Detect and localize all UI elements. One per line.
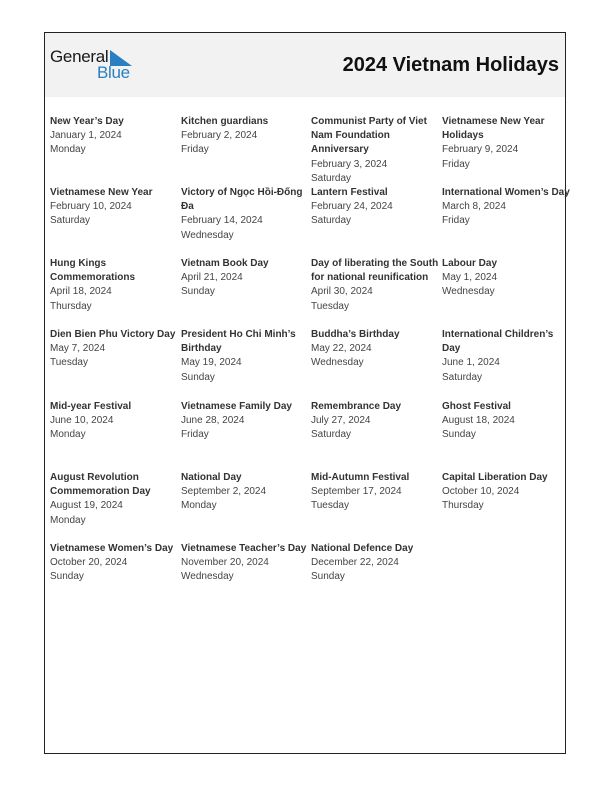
holiday-item [311,400,439,443]
holiday-item [181,115,309,158]
holiday-date: August 19, 2024 [50,500,123,512]
holiday-date: June 28, 2024 [181,415,245,427]
holiday-date: May 7, 2024 [50,343,106,355]
holiday-date: February 9, 2024 [442,144,519,156]
holiday-date: June 1, 2024 [442,357,500,369]
holiday-weekday: Saturday [50,215,91,227]
holiday-name: Labour Day [442,258,498,269]
holiday-item [442,400,570,443]
holiday-date: April 21, 2024 [181,272,243,284]
holiday-weekday: Sunday [50,571,84,583]
holiday-date: September 17, 2024 [311,486,402,498]
holiday-item [442,257,570,300]
holiday-weekday: Saturday [311,172,352,184]
holiday-weekday: Friday [442,158,470,170]
holiday-name: Buddha’s Birthday [311,329,400,340]
holiday-weekday: Monday [181,500,217,512]
holiday-item [311,471,439,514]
holiday-item [311,257,439,314]
holiday-name: Victory of Ngọc Hồi-Đống Đa [181,187,303,213]
holiday-name: New Year’s Day [50,116,124,127]
holiday-weekday: Wednesday [311,357,364,369]
holiday-item [50,115,178,158]
logo-text-general: General [50,47,109,66]
holiday-item [442,115,570,172]
holiday-date: May 19, 2024 [181,357,242,369]
holiday-name: Remembrance Day [311,401,402,412]
holiday-weekday: Friday [442,215,470,227]
holiday-date: February 24, 2024 [311,201,393,213]
holiday-date: July 27, 2024 [311,415,371,427]
holiday-date: February 2, 2024 [181,130,258,142]
holiday-name: Mid-year Festival [50,401,132,412]
holiday-name: Vietnamese Women’s Day [50,543,174,554]
holiday-name: Dien Bien Phu Victory Day [50,329,176,340]
holiday-name: August Revolution Commemoration Day [50,472,151,498]
holiday-weekday: Tuesday [50,357,88,369]
holiday-date: June 10, 2024 [50,415,114,427]
generalblue-logo [50,47,140,83]
holiday-item [442,186,570,229]
holiday-weekday: Wednesday [181,229,234,241]
holiday-date: May 1, 2024 [442,272,498,284]
holiday-name: Day of liberating the South for national reunification [311,258,439,284]
holiday-weekday: Tuesday [311,300,349,312]
holiday-weekday: Monday [50,514,86,526]
holiday-name: Kitchen guardians [181,116,269,127]
holiday-date: February 3, 2024 [311,158,388,170]
holiday-item [311,115,439,186]
holiday-name: International Children’s Day [442,329,554,355]
holiday-item [50,400,178,443]
holiday-item [50,471,178,528]
holiday-weekday: Tuesday [311,500,349,512]
holiday-weekday: Monday [50,144,86,156]
holiday-weekday: Thursday [442,500,484,512]
holiday-item [311,328,439,371]
holiday-weekday: Saturday [442,371,483,383]
holiday-date: February 14, 2024 [181,215,263,227]
holiday-name: Lantern Festival [311,187,388,198]
holiday-date: March 8, 2024 [442,201,506,213]
holiday-name: Vietnamese Teacher’s Day [181,543,307,554]
holiday-date: May 22, 2024 [311,343,372,355]
logo-text-blue: Blue [97,63,130,82]
holiday-name: Communist Party of Viet Nam Foundation Anniversary [311,116,427,156]
holiday-item [50,257,178,314]
holiday-item [181,257,309,300]
holiday-name: President Ho Chi Minh’s Birthday [181,329,296,355]
holiday-date: April 30, 2024 [311,286,373,298]
holiday-item [442,471,570,514]
holiday-name: Hung Kings Commemorations [50,258,136,284]
holiday-weekday: Wednesday [442,286,495,298]
holiday-item [311,542,439,585]
holiday-item [50,186,178,229]
holiday-weekday: Sunday [181,371,215,383]
holiday-weekday: Wednesday [181,571,234,583]
holiday-item [181,471,309,514]
holiday-weekday: Friday [181,144,209,156]
page-header [45,33,565,97]
holiday-weekday: Sunday [442,429,476,441]
calendar-page [44,32,570,754]
holiday-date: January 1, 2024 [50,130,122,142]
holiday-date: February 10, 2024 [50,201,132,213]
page-title: 2024 Vietnam Holidays [342,54,559,76]
holiday-name: International Women’s Day [442,187,570,198]
holiday-item [50,542,178,585]
holiday-name: Vietnam Book Day [181,258,269,269]
holiday-name: National Defence Day [311,543,414,554]
holiday-name: National Day [181,472,242,483]
holiday-weekday: Saturday [311,215,352,227]
holiday-weekday: Thursday [50,300,92,312]
holiday-name: Vietnamese New Year Holidays [442,116,545,142]
holiday-weekday: Sunday [181,286,215,298]
holiday-name: Vietnamese New Year [50,187,153,198]
holiday-date: October 20, 2024 [50,557,128,569]
holiday-name: Capital Liberation Day [442,472,548,483]
holiday-item [181,542,309,585]
holiday-date: August 18, 2024 [442,415,515,427]
holiday-item [181,400,309,443]
holiday-weekday: Sunday [311,571,345,583]
holiday-item [442,328,570,385]
holiday-date: April 18, 2024 [50,286,112,298]
holiday-name: Mid-Autumn Festival [311,472,410,483]
holiday-weekday: Friday [181,429,209,441]
holiday-date: December 22, 2024 [311,557,399,569]
holiday-weekday: Saturday [311,429,352,441]
holiday-date: October 10, 2024 [442,486,520,498]
holiday-name: Vietnamese Family Day [181,401,292,412]
holiday-item [181,186,309,243]
holiday-date: November 20, 2024 [181,557,269,569]
holiday-item [311,186,439,229]
holiday-item [181,328,309,385]
holiday-item [50,328,178,371]
holiday-name: Ghost Festival [442,401,511,412]
holiday-date: September 2, 2024 [181,486,267,498]
holiday-weekday: Monday [50,429,86,441]
